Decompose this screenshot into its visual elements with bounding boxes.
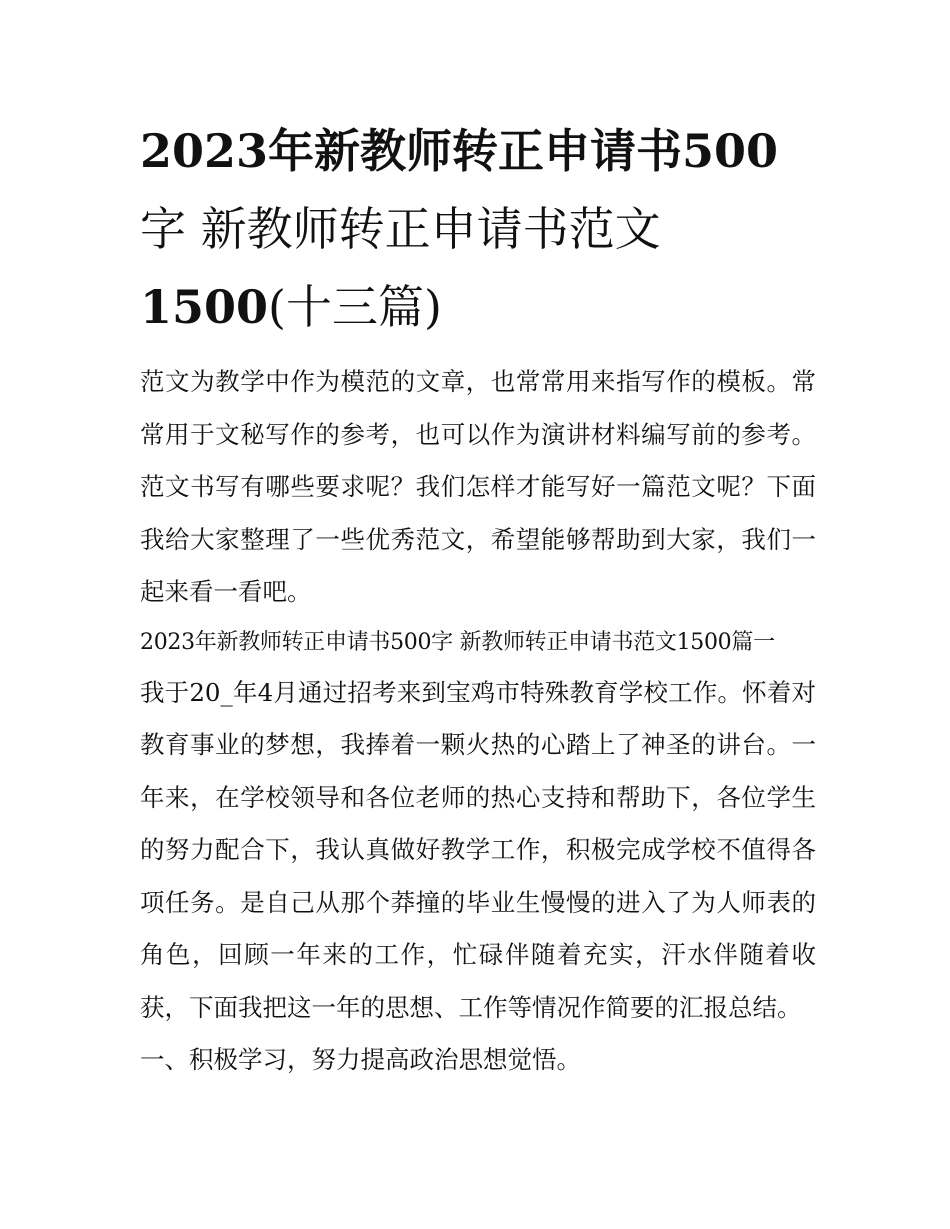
title-line-1: 2023年新教师转正申请书500 bbox=[140, 124, 779, 178]
document-title bbox=[140, 112, 816, 346]
point-one-heading: 一、积极学习，努力提高政治思想觉悟。 bbox=[140, 1045, 581, 1074]
title-line-3-text: (十三篇) bbox=[268, 280, 442, 334]
section-heading: 2023年新教师转正申请书500字 新教师转正申请书范文1500篇一 bbox=[140, 629, 775, 655]
title-line-3-number: 1500 bbox=[140, 280, 269, 334]
document-page bbox=[140, 112, 816, 1087]
body-paragraph: 我于20_年4月通过招考来到宝鸡市特殊教育学校工作。怀着对教育事业的梦想，我捧着一颗火热的心踏上了神圣的讲台。一年来，在学校领导和各位老师的热心支持和帮助下，各位学生的努力配合下，我认真做好教学工作，积极完成学校不值得各项任务。是自己从那个莽撞的毕业生慢慢的进入了为人师表的角色，回顾一年来的工作，忙碌伴随着充实，汗水伴随着收获，下面我把这一年的思想、工作等情况作简要的汇报总结。 bbox=[140, 677, 816, 1022]
intro-paragraph: 范文为教学中作为模范的文章，也常常用来指写作的模板。常常用于文秘写作的参考，也可以作为演讲材料编写前的参考。范文书写有哪些要求呢？我们怎样才能写好一篇范文呢？下面我给大家整理了一些优秀范文，希望能够帮助到大家，我们一起来看一看吧。 bbox=[140, 367, 816, 606]
title-line-2: 字 新教师转正申请书范文 bbox=[140, 202, 661, 256]
